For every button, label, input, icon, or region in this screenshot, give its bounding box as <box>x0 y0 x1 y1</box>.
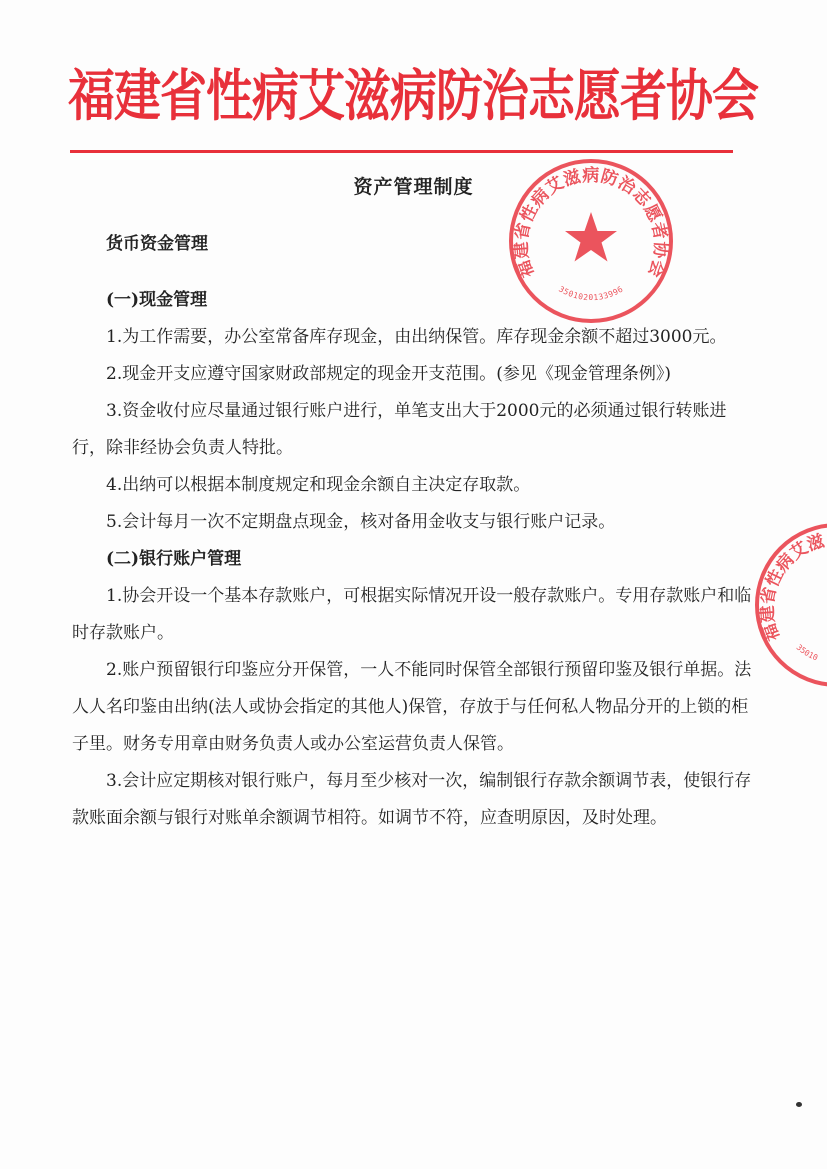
paragraph: 3.会计应定期核对银行账户，每月至少核对一次，编制银行存款余额调节表，使银行存款账面余额与银行对账单余额调节相符。如调节不符，应查明原因，及时处理。 <box>72 771 752 828</box>
main-heading: 货币资金管理 <box>106 234 208 254</box>
section-heading-cash: (一)现金管理 <box>106 290 208 310</box>
paragraph: 1.为工作需要，办公室常备库存现金，由出纳保管。库存现金余额不超过3000元。 <box>106 327 727 347</box>
document-body <box>72 226 752 837</box>
paragraph: 2.现金开支应遵守国家财政部规定的现金开支范围。(参见《现金管理条例》) <box>106 364 671 384</box>
seal-text: 福建省性病艾滋病防治志愿者协会 <box>511 165 671 281</box>
paragraph: 4.出纳可以根据本制度规定和现金余额自主决定存取款。 <box>106 475 531 495</box>
paragraph: 2.账户预留银行印鉴应分开保管，一人不能同时保管全部银行预留印鉴及银行单据。法人人名印鉴由出纳(法人或协会指定的其他人)保管，存放于与任何私人物品分开的上锁的柜子里。财务专用章由财务负责人或办公室运营负责人保管。 <box>72 660 752 754</box>
seal-code: 3501020133996 <box>557 284 625 303</box>
partial-seal-code: 35010 <box>794 642 820 663</box>
paragraph: 3.资金收付应尽量通过银行账户进行，单笔支出大于2000元的必须通过银行转账进行，除非经协会负责人特批。 <box>72 401 727 458</box>
partial-seal-icon <box>752 520 827 690</box>
paragraph: 5.会计每月一次不定期盘点现金，核对备用金收支与银行账户记录。 <box>106 512 616 532</box>
scan-speck <box>796 1102 802 1107</box>
letterhead-divider <box>70 150 733 153</box>
letterhead-title: 福建省性病艾滋病防治志愿者协会 <box>68 64 758 130</box>
partial-seal-text: 福建省性病艾滋 <box>757 531 827 644</box>
section-heading-bank: (二)银行账户管理 <box>106 549 242 569</box>
document-title: 资产管理制度 <box>353 176 474 198</box>
paragraph: 1.协会开设一个基本存款账户，可根据实际情况开设一般存款账户。专用存款账户和临时存款账户。 <box>72 586 752 643</box>
